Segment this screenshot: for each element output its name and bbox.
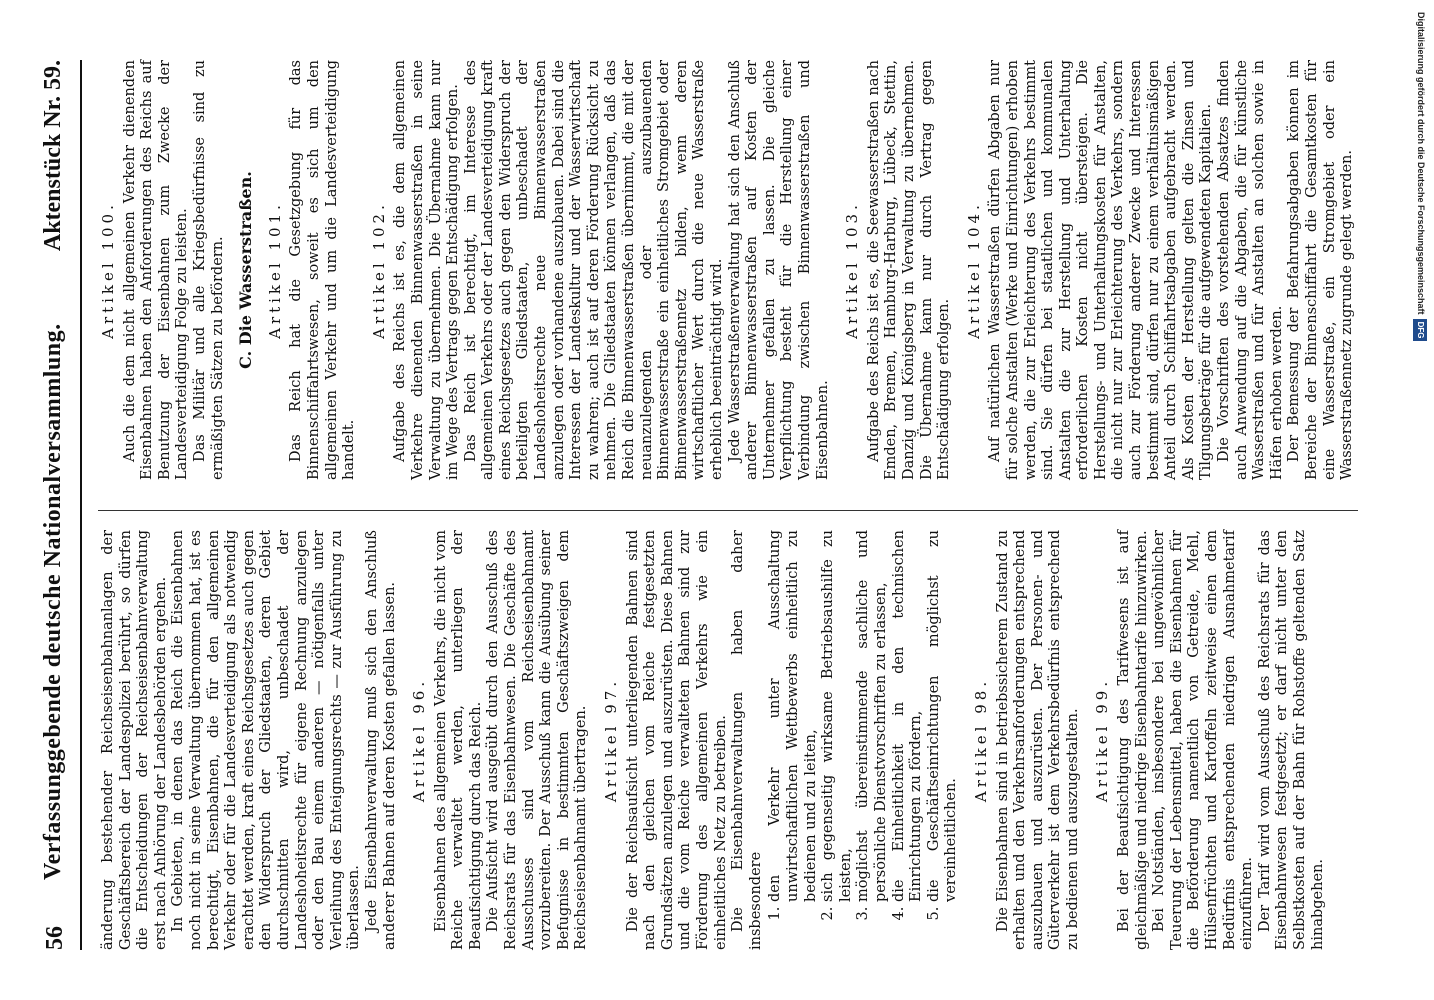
paragraph: Aufgabe des Reichs ist es, die Seewasserstraßen nach Emden, Bremen, Hamburg-Harburg, Lübeck, Stettin, Danzig und Königsberg in Verwaltung zu übernehmen. Die Übernahme kann nur durch Vertrag gegen Entschädigung erfolgen. — [865, 60, 953, 480]
article-heading: Artikel 97. — [602, 677, 621, 803]
paragraph: Das Militär und alle Kriegsbedürfnisse sind zu ermäßigten Sätzen zu befördern. — [191, 60, 226, 480]
paragraph: Bei der Beaufsichtigung des Tarifwesens ist auf gleichmäßige und niedrige Eisenbahntarife hinzuwirken. — [1116, 530, 1150, 950]
paragraph: änderung bestehender Reichseisenbahnanlagen der Geschäftsbereich der Landespolizei berührt, so dürfen die Entscheidungen der Reichseisenbahnverwaltung erst nach Anhörung der Landesbehörden ergehen. — [100, 530, 169, 950]
section-heading: C. Die Wasserstraßen. — [236, 171, 256, 369]
article-heading: Artikel 104. — [964, 201, 983, 339]
paragraph: Eisenbahnen des allgemeinen Verkehrs, die nicht vom Reiche verwaltet werden, unterliegen der Beaufsichtigung durch das Reich. — [432, 530, 484, 950]
document-piece-number: Aktenstück Nr. 59. — [40, 60, 66, 252]
paragraph: Auf natürlichen Wasserstraßen dürfen Abgaben nur für solche Anstalten (Werke und Einrichtungen) erhoben werden, die zur Erleichterung des Verkehrs bestimmt sind. Sie dürfen bei staatlichen und kommunalen Anstalten die zur Herstellung und Unterhaltung erforderlichen Kosten nicht übersteigen. Die Herstellungs- und Unterhaltungskosten für Anstalten, die nicht nur zur Erleichterung des Verkehrs, sondern auch zur Förderung anderer Zwecke und Interessen bestimmt sind, dürfen nur zu einem verhältnismäßigen Anteil durch Schiffahrtsabgaben aufgebracht werden. Als Kosten der Herstellung gelten die Zinsen und Tilgungsbeträge für die aufgewendeten Kapitalien. — [987, 60, 1215, 480]
paragraph: Das Reich ist berechtigt, im Interesse des allgemeinen Verkehrs oder der Landesverteidigung kraft eines Reichsgesetzes auch gegen den Widerspruch der beteiligten Gliedstaaten, unbeschadet der Landeshoheitsrechte neue Binnenwasserstraßen anzulegen oder vorhandene auszubauen. Dabei sind die Interessen der Landeskultur und der Wasserwirtschaft zu wahren; auch ist auf deren Förderung Rücksicht zu nehmen. Die Gliedstaaten können verlangen, daß das Reich die Binnenwasserstraßen übernimmt, die mit der neuanzulegenden oder auszubauenden Binnenwasserstraße ein einheitliches Stromgebiet oder Binnenwasserstraßennetz bilden, wenn deren wirtschaftlicher Wert durch die neue Wasserstraße erheblich beeinträchtigt wird. — [462, 60, 725, 480]
digitization-credit-text — [1414, 12, 1428, 987]
paragraph: Aufgabe des Reichs ist es, die dem allgemeinen Verkehre dienenden Binnenwasserstraßen in seine Verwaltung zu übernehmen. Die Übernahme kann nur im Wege des Vertrags gegen Entschädigung erfolgen. — [392, 60, 462, 480]
paragraph: Die Eisenbahnen sind in betriebssicherem Zustand zu erhalten und den Verkehrsanforderungen entsprechend auszubauen und auszurüsten. Der Personen- und Güterverkehr ist dem Verkehrsbedürfnis entsprechend zu bedienen und auszugestalten. — [994, 530, 1081, 950]
article-heading: Artikel 100. — [99, 201, 117, 339]
right-column — [100, 60, 1357, 480]
paragraph: Die der Reichsaufsicht unterliegenden Bahnen sind nach den gleichen vom Reiche festgesetzten Grundsätzen anzulegen und auszurüsten. Diese Bahnen und die vom Reiche verwalteten Bahnen sind zur Förderung des allgemeinen Verkehrs wie ein einheitliches Netz zu betreiben. — [624, 530, 729, 950]
running-head: Verfassunggebende deutsche Nationalversammlung. — [40, 323, 66, 880]
article-heading: Artikel 101. — [265, 201, 284, 339]
page-header — [38, 60, 78, 950]
article-heading: Artikel 102. — [369, 201, 388, 339]
paragraph: Jede Wasserstraßenverwaltung hat sich den Anschluß anderer Binnenwasserstraßen auf Kosten der Unternehmer gefallen zu lassen. Die gleiche Verpflichtung besteht für die Herstellung einer Verbindung zwischen Binnenwasserstraßen und Eisenbahnen. — [726, 60, 831, 480]
paragraph: Bei Notständen, insbesondere bei ungewöhnlicher Teuerung der Lebensmittel, haben die Eisenbahnen für die Beförderung namentlich von Getreide, Mehl, Hülsenfrüchten und Kartoffeln zeitweise einen dem Bedürfnis entsprechenden niedrigen Ausnahmetarif einzuführen. — [1151, 530, 1256, 950]
article-heading: Artikel 96. — [410, 677, 429, 803]
paragraph: Die Eisenbahnverwaltungen haben daher insbesondere — [730, 530, 764, 950]
page-number: 56 — [42, 926, 68, 950]
list-item: 5. die Geschäftseinrichtungen möglichst zu vereinheitlichen. — [926, 530, 961, 902]
credit-label: Digitalisierung gefördert durch die Deutsche Forschungsgemeinschaft — [1416, 12, 1426, 315]
list-item: 4. die Einheitlichkeit in den technischen Einrichtungen zu fördern, — [891, 530, 926, 902]
article-heading: Artikel 98. — [971, 677, 990, 803]
list-item: 1. den Verkehr unter Ausschaltung unwirtschaftlichen Wettbewerbs einheitlich zu bedienen und zu leiten, — [767, 530, 820, 902]
left-column — [100, 530, 1327, 950]
paragraph: Der Bemessung der Befahrungsabgaben können im Bereiche der Binnenschiffahrt die Gesamtkosten für eine Wasserstraße, ein Stromgebiet oder ein Wasserstraßennetz zugrunde gelegt werden. — [1286, 60, 1356, 480]
paragraph: Auch die dem nicht allgemeinen Verkehr dienenden Eisenbahnen haben den Anforderungen des Reichs auf Benutzung der Eisenbahnen zum Zwecke der Landesverteidigung Folge zu leisten. — [121, 60, 191, 480]
paragraph: Das Reich hat die Gesetzgebung für das Binnenschiffahrtswesen, soweit es sich um den allgemeinen Verkehr und um die Landesverteidigung handelt. — [288, 60, 358, 480]
paragraph: Jede Eisenbahnverwaltung muß sich den Anschluß anderer Bahnen auf deren Kosten gefallen lassen. — [363, 530, 398, 950]
article-heading: Artikel 99. — [1093, 677, 1112, 803]
list-item: 2. sich gegenseitig wirksame Betriebsaushilfe zu leisten, — [820, 530, 855, 902]
article-heading: Artikel 103. — [843, 201, 862, 339]
paragraph: In Gebieten, in denen das Reich die Eisenbahnen noch nicht in seine Verwaltung übernommen hat, ist es berechtigt, Eisenbahnen, die für den allgemeinen Verkehr oder für die Landesverteidigung als notwendig erachtet werden, kraft eines Reichsgesetzes auch gegen den Widerspruch der Gliedstaaten, deren Gebiet durchschnitten wird, unbeschadet der Landeshoheitsrechte für eigene Rechnung anzulegen oder den Bau einem anderen — nötigenfalls unter Verleihung des Enteignungsrechts — zur Ausführung zu überlassen. — [170, 530, 363, 950]
paragraph: Die Vorschriften des vorstehenden Absatzes finden auch Anwendung auf die Abgaben, die für künstliche Wasserstraßen und für Anstalten an solchen sowie in Häfen erhoben werden. — [1216, 60, 1285, 480]
enumerated-list — [767, 530, 961, 950]
paragraph: Der Tarif wird vom Ausschuß des Reichsrats für das Eisenbahnwesen festgesetzt; er darf nicht unter den Selbstkosten auf der Bahn für Rohstoffe geltenden Satz hinabgehen. — [1256, 530, 1326, 950]
paragraph: Die Aufsicht wird ausgeübt durch den Ausschuß des Reichsrats für das Eisenbahnwesen. Die Geschäfte des Ausschusses sind vom Reichseisenbahnamt vorzubereiten. Der Ausschuß kann die Ausübung seiner Befugnisse in bestimmten Geschäftszweigen dem Reichseisenbahnamt übertragen. — [485, 530, 590, 950]
list-item: 3. möglichst übereinstimmende sachliche und persönliche Dienstvorschriften zu erlassen, — [855, 530, 890, 902]
dfg-logo: DFG — [1413, 319, 1427, 342]
column-divider — [98, 510, 1358, 511]
header-rule — [80, 60, 82, 950]
digitization-credit — [1414, 12, 1428, 987]
